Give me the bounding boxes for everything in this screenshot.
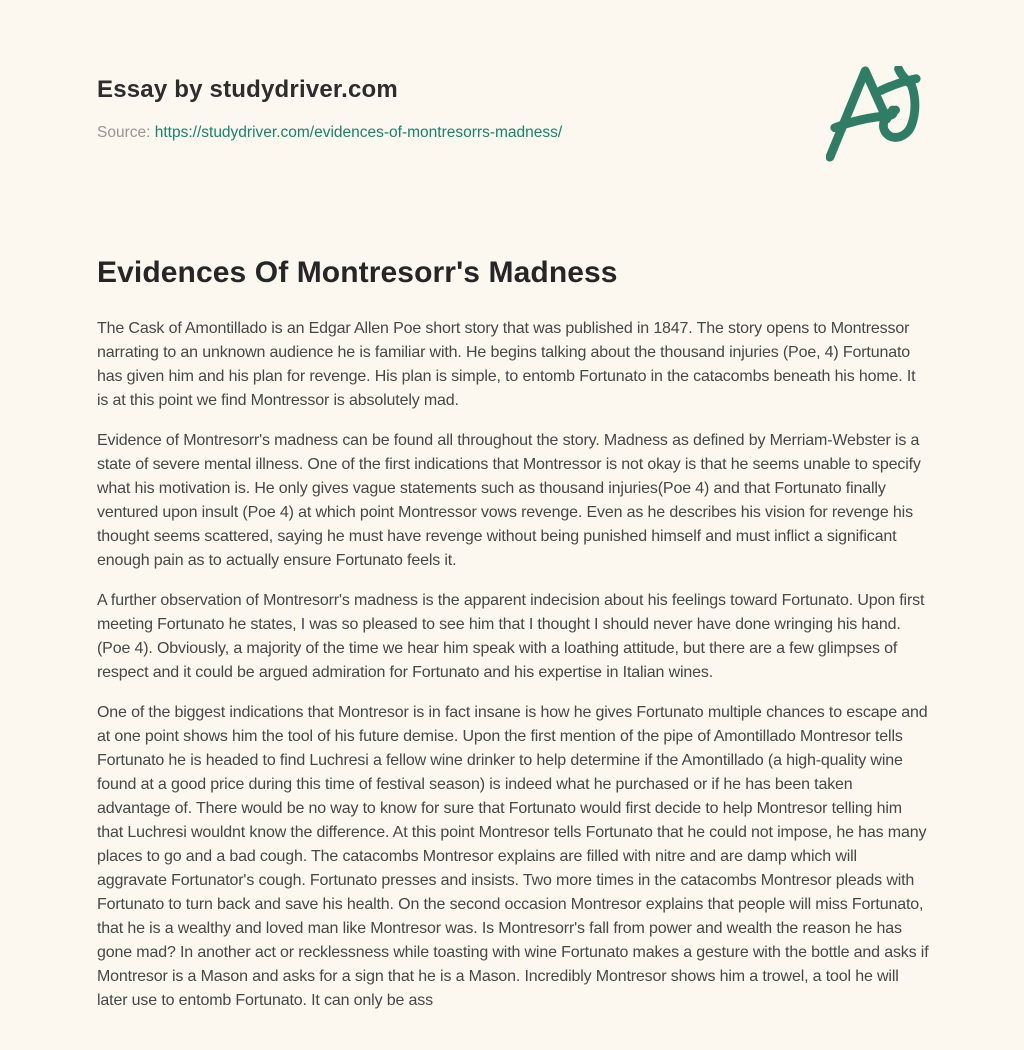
- essay-paragraph-4: One of the biggest indications that Montresor is in fact insane is how he gives Fortunato multiple chances to escape and at one point shows him the tool of his future demise. Upon the first mention of the pipe of Amontillado Montresor tells Fortunato he is headed to find Luchresi a fellow wine drinker to help determine if the Amontillado (a high-quality wine found at a good price during this time of festival season) is indeed what he purchased or if he has been taken advantage of. There would be no way to know for sure that Fortunato would first decide to help Montresor telling him that Luchresi wouldnt know the difference. At this point Montresor tells Fortunato that he could not impose, he has many places to go and a bad cough. The catacombs Montresor explains are filled with nitre and are damp which will aggravate Fortunator's cough. Fortunato presses and insists. Two more times in the catacombs Montresor pleads with Fortunato to turn back and save his health. On the second occasion Montresor explains that people will miss Fortunato, that he is a wealthy and loved man like Montresor was. Is Montresorr's fall from power and wealth the reason he has gone mad? In another act or recklessness while toasting with wine Fortunato makes a gesture with the bottle and asks if Montresor is a Mason and asks for a sign that he is a Mason. Incredibly Montresor shows him a trowel, a tool he will later use to entomb Fortunato. It can only be ass: [97, 703, 929, 1009]
- essay-title: Evidences Of Montresorr's Madness: [97, 256, 618, 290]
- essay-source-heading: Essay by studydriver.com: [97, 76, 398, 103]
- essay-paragraph-3: A further observation of Montresorr's madness is the apparent indecision about his feelings toward Fortunato. Upon first meeting Fortunato he states, I was so pleased to see him that I thought I should never have done wringing his hand.(Poe 4). Obviously, a majority of the time we hear him speak with a loathing attitude, but there are a few glimpses of respect and it could be argued admiration for Fortunato and his expertise in Italian wines.: [97, 591, 925, 681]
- essay-paragraph-1: The Cask of Amontillado is an Edgar Allen Poe short story that was published in 1847. The story opens to Montressor narrating to an unknown audience he is familiar with. He begins talking about the thousand injuries (Poe, 4) Fortunato has given him and his plan for revenge. His plan is simple, to entomb Fortunato in the catacombs beneath his home. It is at this point we find Montressor is absolutely mad.: [97, 319, 916, 409]
- source-label: Source:: [97, 123, 151, 141]
- source-link[interactable]: https://studydriver.com/evidences-of-montresorrs-madness/: [154, 123, 563, 141]
- page-header: [97, 76, 929, 142]
- source-line: [97, 124, 929, 143]
- a-plus-logo-icon: [826, 66, 924, 162]
- essay-content: [97, 256, 929, 1013]
- essay-paragraph-2: Evidence of Montresorr's madness can be found all throughout the story. Madness as defined by Merriam-Webster is a state of severe mental illness. One of the first indications that Montressor is not okay is that he seems unable to specify what his motivation is. He only gives vague statements such as thousand injuries(Poe 4) and that Fortunato finally ventured upon insult (Poe 4) at which point Montressor vows revenge. Even as he describes his vision for revenge his thought seems scattered, saying he must have revenge without being punished himself and must inflict a significant enough pain as to actually ensure Fortunato feels it.: [97, 431, 921, 569]
